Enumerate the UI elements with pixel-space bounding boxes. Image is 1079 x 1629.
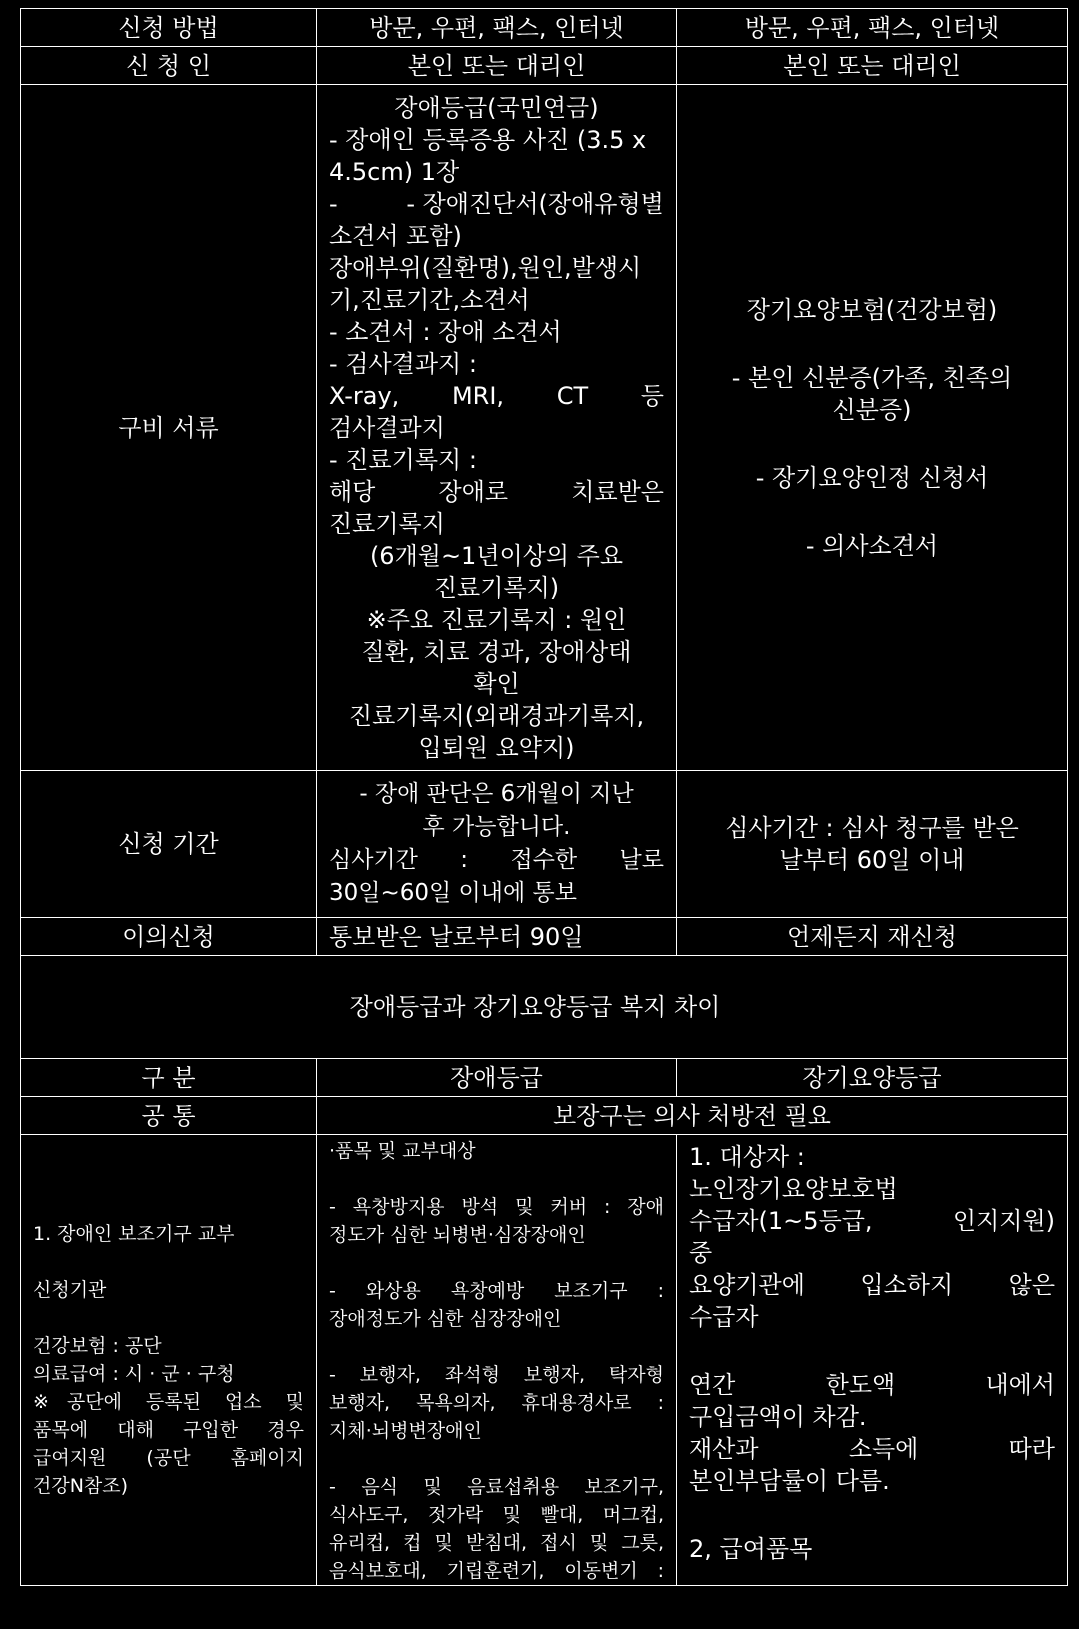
row-assistive-devices <box>21 1135 1068 1586</box>
doc-line: 장애등급(국민연금) <box>394 93 599 122</box>
aids-line: 중 <box>689 1239 713 1267</box>
ltc-documents <box>677 85 1068 771</box>
ltc-applicant: 본인 또는 대리인 <box>677 47 1068 85</box>
doc-line: 장기요양보험(건강보험) <box>746 295 998 324</box>
doc-line: 질환, 치료 경과, 장애상태 <box>361 637 632 666</box>
row-common <box>21 1097 1068 1135</box>
aids-line: 요양기관에 입소하지 않은 <box>689 1271 1055 1299</box>
period-line: 심사기간 : 심사 청구를 받은 <box>725 814 1019 842</box>
aids-label-line: 건강N참조) <box>33 1475 129 1497</box>
aids-line: 구입금액이 차감. <box>689 1403 867 1431</box>
aids-line: - 욕창방지용 방석 및 커버 : 장애 <box>329 1196 664 1218</box>
ltc-objection: 언제든지 재신청 <box>677 918 1068 956</box>
aids-line: ·품목 및 교부대상 <box>329 1140 476 1162</box>
doc-line-text: - 장애진단서(장애유형별 <box>406 189 664 218</box>
aids-line: 정도가 심한 뇌병변·심장장애인 <box>329 1224 586 1246</box>
doc-line: - 진료기록지 : <box>329 445 477 474</box>
ltc-method: 방문, 우편, 팩스, 인터넷 <box>677 9 1068 47</box>
doc-line: - 장기요양인정 신청서 <box>755 463 989 492</box>
label-applicant: 신 청 인 <box>21 47 317 85</box>
label-objection: 이의신청 <box>21 918 317 956</box>
period-line: 30일~60일 이내에 통보 <box>329 880 577 906</box>
doc-line: ※주요 진료기록지 : 원인 <box>366 605 627 634</box>
aids-line: 본인부담률이 다름. <box>689 1467 890 1495</box>
doc-line: - 의사소견서 <box>805 531 939 560</box>
doc-line: - 본인 신분증(가족, 친족의 <box>731 363 1013 392</box>
disability-objection: 통보받은 날로부터 90일 <box>317 918 677 956</box>
header-disability: 장애등급 <box>317 1059 677 1097</box>
aids-line: 1. 대상자 : <box>689 1143 805 1171</box>
aids-line: 식사도구, 젓가락 및 빨대, 머그컵, <box>329 1504 664 1526</box>
ltc-assistive-devices <box>677 1135 1068 1586</box>
ltc-period <box>677 771 1068 918</box>
doc-line: 신분증) <box>832 395 912 424</box>
aids-label-line: ※공단에 등록된 업소 및 <box>33 1391 304 1413</box>
row-section-title <box>21 956 1068 1059</box>
aids-label-line: 건강보험 : 공단 <box>33 1335 162 1357</box>
disability-method: 방문, 우편, 팩스, 인터넷 <box>317 9 677 47</box>
row-header <box>21 1059 1068 1097</box>
aids-label-line: 1. 장애인 보조기구 교부 <box>33 1223 235 1245</box>
row-period <box>21 771 1068 918</box>
label-assistive-devices <box>21 1135 317 1586</box>
common-value: 보장구는 의사 처방전 필요 <box>317 1097 1068 1135</box>
doc-line: - 검사결과지 : <box>329 349 477 378</box>
comparison-table <box>20 8 1068 1586</box>
row-documents <box>21 85 1068 771</box>
doc-line: 소견서 포함) <box>329 221 462 250</box>
disability-applicant: 본인 또는 대리인 <box>317 47 677 85</box>
aids-line: 보행자, 목욕의자, 휴대용경사로 : <box>329 1392 664 1414</box>
doc-line: 해당 장애로 치료받은 <box>329 477 664 506</box>
label-common: 공 통 <box>21 1097 317 1135</box>
doc-line: 검사결과지 <box>329 413 445 442</box>
period-line: 후 가능합니다. <box>422 814 571 840</box>
doc-line: (6개월~1년이상의 주요 <box>369 541 624 570</box>
aids-line: 2, 급여품목 <box>689 1535 813 1563</box>
period-line: 날부터 60일 이내 <box>779 846 965 874</box>
row-objection <box>21 918 1068 956</box>
aids-label-line: 품목에 대해 구입한 경우 <box>33 1419 304 1441</box>
doc-line: 기,진료기간,소견서 <box>329 285 530 314</box>
aids-line: 수급자 <box>689 1303 759 1331</box>
doc-line: 진료기록지 <box>329 509 445 538</box>
aids-line: 연간 한도액 내에서 <box>689 1371 1055 1399</box>
doc-line: - 장애인 등록증용 사진 (3.5 x <box>329 125 647 154</box>
doc-line: 확인 <box>473 669 520 698</box>
disability-period <box>317 771 677 918</box>
section-title: 장애등급과 장기요양등급 복지 차이 <box>21 956 1068 1059</box>
row-applicant <box>21 47 1068 85</box>
aids-line: - 와상용 욕창예방 보조기구 : <box>329 1280 664 1302</box>
aids-label-line: 신청기관 <box>33 1279 107 1301</box>
aids-line: 수급자(1~5등급, 인지지원) <box>689 1207 1055 1235</box>
aids-line: 음식보호대, 기립훈련기, 이동변기 : <box>329 1560 664 1582</box>
label-period: 신청 기간 <box>21 771 317 918</box>
aids-line: - 음식 및 음료섭취용 보조기구, <box>329 1476 664 1498</box>
aids-line: 재산과 소득에 따라 <box>689 1435 1055 1463</box>
aids-line: 유리컵, 컵 및 받침대, 접시 및 그릇, <box>329 1532 664 1554</box>
label-documents: 구비 서류 <box>21 85 317 771</box>
disability-documents <box>317 85 677 771</box>
aids-line: 노인장기요양보호법 <box>689 1175 898 1203</box>
aids-line: 장애정도가 심한 심장장애인 <box>329 1308 562 1330</box>
disability-assistive-devices <box>317 1135 677 1586</box>
period-line: 심사기간 : 접수한 날로 <box>329 847 664 873</box>
header-ltc: 장기요양등급 <box>677 1059 1068 1097</box>
doc-line: 4.5cm) 1장 <box>329 157 460 186</box>
row-application-method <box>21 9 1068 47</box>
aids-label-line: 의료급여 : 시 · 군 · 구청 <box>33 1363 235 1385</box>
period-line: - 장애 판단은 6개월이 지난 <box>359 781 634 807</box>
label-header: 구 분 <box>21 1059 317 1097</box>
doc-line: 진료기록지) <box>433 573 560 602</box>
aids-line: 지체·뇌병변장애인 <box>329 1420 482 1442</box>
doc-line: 장애부위(질환명),원인,발생시 <box>329 253 642 282</box>
aids-line: - 보행자, 좌석형 보행자, 탁자형 <box>329 1364 664 1386</box>
aids-label-line: 급여지원 (공단 홈페이지 <box>33 1447 304 1469</box>
label-application-method: 신청 방법 <box>21 9 317 47</box>
doc-line: 입퇴원 요약지) <box>418 733 575 762</box>
doc-line: X-ray, MRI, CT 등 <box>329 381 664 410</box>
doc-line: 진료기록지(외래경과기록지, <box>348 701 645 730</box>
doc-line: - - 장애진단서(장애유형별 <box>329 189 664 218</box>
doc-line: - 소견서 : 장애 소견서 <box>329 317 562 346</box>
